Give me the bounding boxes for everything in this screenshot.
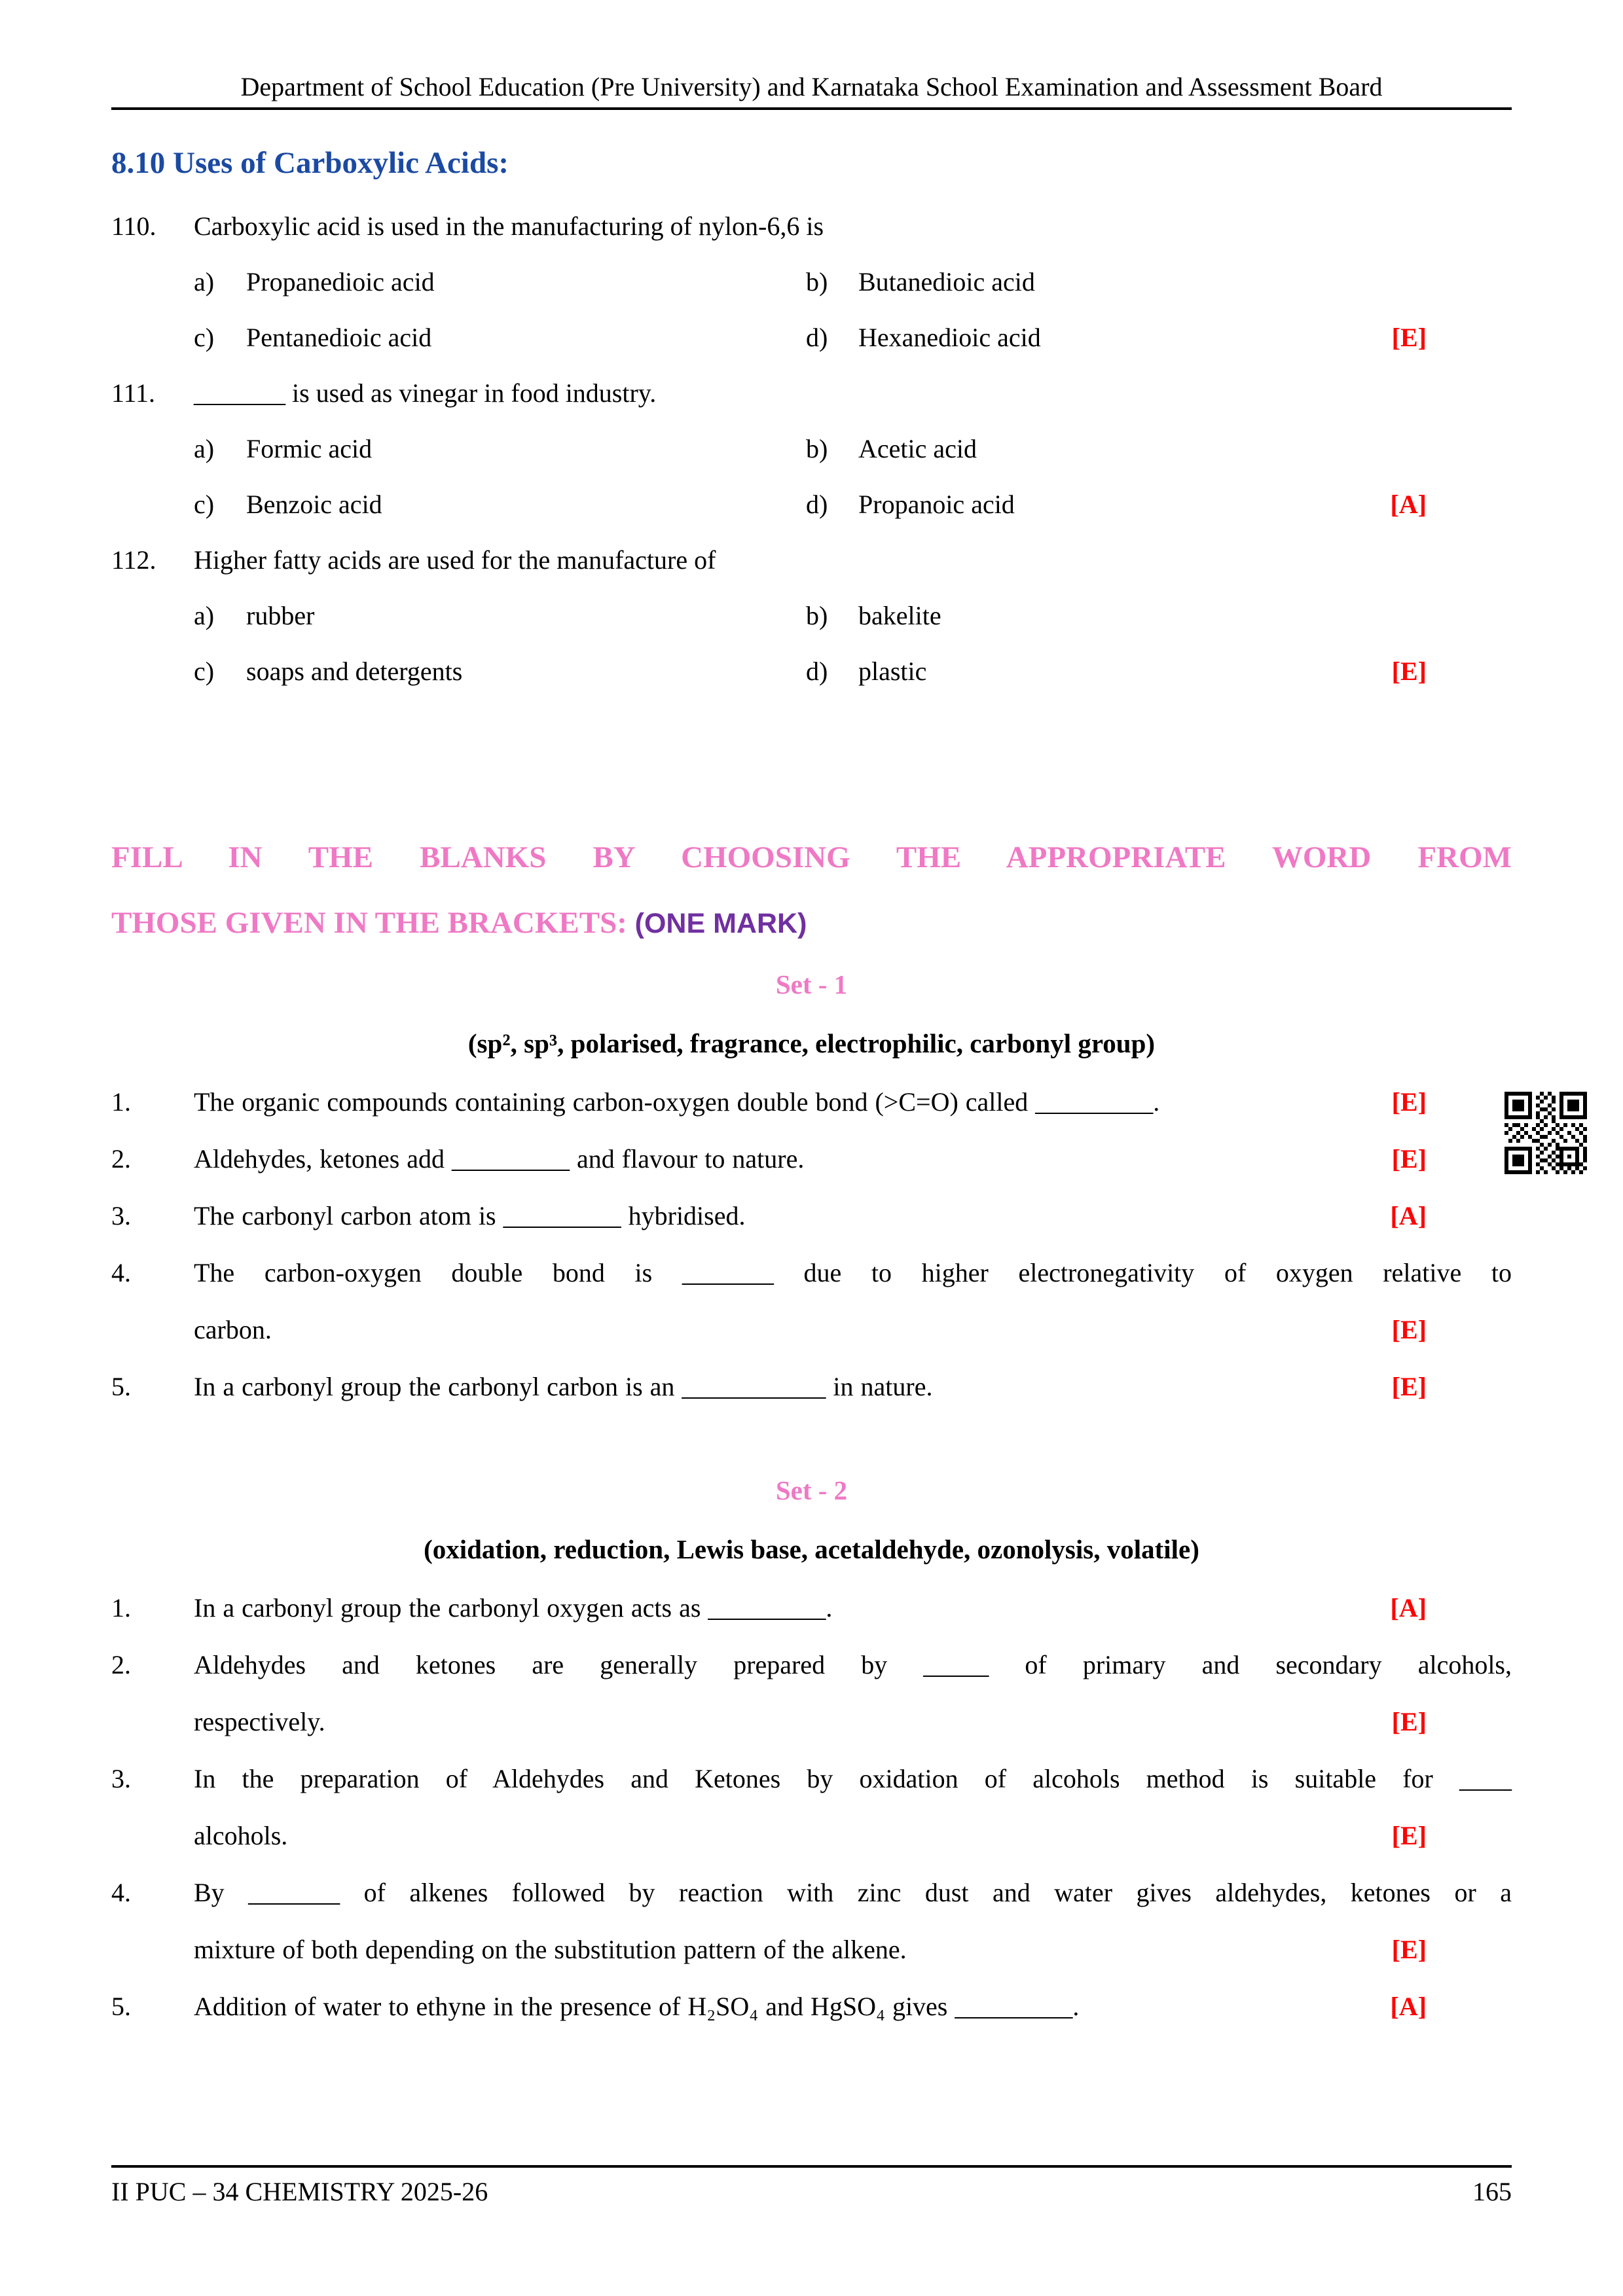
- fill-blank-item: [111, 1750, 1512, 1864]
- option-text: Butanedioic acid: [858, 267, 1035, 296]
- set-1-title: Set - 1: [775, 969, 848, 999]
- question-line: [111, 198, 1512, 254]
- option-row: [111, 421, 1512, 476]
- set-1-question-list: [111, 1073, 1512, 1415]
- option-label: b): [806, 601, 828, 630]
- fill-blank-item: [111, 1579, 1512, 1636]
- item-text-line: Aldehydes and ketones are generally prepared by _____ of primary and secondary alcohols,: [194, 1650, 1512, 1679]
- item-text-line: Addition of water to ethyne in the presence of H₂SO₄ and HgSO₄ gives _________.: [194, 1992, 1080, 2021]
- answer-tag: [A]: [1390, 490, 1427, 519]
- option-label: a): [194, 434, 215, 463]
- option-text: Propanedioic acid: [246, 267, 435, 296]
- fill-blank-item: [111, 1073, 1512, 1130]
- item-text-line: The carbon-oxygen double bond is _______ due to higher electronegativity of oxygen relative to: [194, 1258, 1512, 1287]
- fill-blanks-heading: [111, 825, 1512, 956]
- one-mark-label: (ONE MARK): [634, 908, 807, 939]
- answer-tag: [E]: [1391, 656, 1427, 686]
- answer-tag: [E]: [1391, 1707, 1427, 1736]
- fill-blank-item: [111, 1130, 1512, 1187]
- fill-blank-item: [111, 1864, 1512, 1978]
- item-text-line: The carbonyl carbon atom is _________ hybridised.: [194, 1201, 746, 1230]
- option-label: d): [806, 323, 828, 352]
- item-text-line: alcohols.: [194, 1821, 288, 1850]
- option-b: [806, 588, 1512, 643]
- option-b: [806, 254, 1512, 310]
- option-a: [194, 254, 806, 310]
- option-text: Formic acid: [246, 434, 373, 463]
- item-number: 4.: [111, 1258, 131, 1287]
- set-2-question-list: [111, 1579, 1512, 2035]
- fill-blanks-heading-line2-text: THOSE GIVEN IN THE BRACKETS:: [111, 906, 627, 940]
- option-text: Acetic acid: [858, 434, 977, 463]
- item-number: 3.: [111, 1764, 131, 1793]
- item-number: 5.: [111, 1992, 131, 2021]
- option-label: d): [806, 656, 828, 686]
- option-a: [194, 421, 806, 476]
- answer-tag: [E]: [1391, 1935, 1427, 1964]
- fill-blank-item: [111, 1978, 1512, 2035]
- fill-blank-item: [111, 1244, 1512, 1358]
- option-label: d): [806, 490, 828, 519]
- question-number: 111.: [111, 378, 156, 408]
- page-number: 165: [1472, 2177, 1512, 2206]
- option-label: a): [194, 601, 215, 630]
- option-row: [111, 310, 1512, 365]
- option-label: b): [806, 434, 828, 463]
- answer-tag: [E]: [1391, 1372, 1427, 1401]
- section-title: 8.10 Uses of Carboxylic Acids:: [111, 146, 509, 180]
- item-text-line: In a carbonyl group the carbonyl carbon is an ___________ in nature.: [194, 1372, 933, 1401]
- set-2-title: Set - 2: [775, 1475, 848, 1505]
- question-line: [111, 365, 1512, 421]
- answer-tag: [A]: [1390, 1593, 1427, 1623]
- mcq-section: [111, 198, 1512, 699]
- item-text-line: carbon.: [194, 1315, 272, 1344]
- fill-blanks-heading-line2: [111, 890, 1512, 956]
- question-text: _______ is used as vinegar in food industry.: [194, 378, 657, 408]
- answer-tag: [E]: [1391, 1315, 1427, 1344]
- fill-blanks-heading-line1: FILL IN THE BLANKS BY CHOOSING THE APPROPRIATE WORD FROM: [111, 840, 1512, 874]
- answer-tag: [A]: [1390, 1992, 1427, 2021]
- answer-tag: [E]: [1391, 1144, 1427, 1174]
- question-text: Carboxylic acid is used in the manufacturing of nylon-6,6 is: [194, 211, 824, 241]
- mcq-item-110: [111, 198, 1512, 365]
- question-number: 112.: [111, 545, 156, 575]
- option-text: Benzoic acid: [246, 490, 382, 519]
- option-text: plastic: [858, 656, 927, 686]
- item-text-line: mixture of both depending on the substitution pattern of the alkene.: [194, 1935, 907, 1964]
- item-number: 4.: [111, 1878, 131, 1907]
- item-text-line: By _______ of alkenes followed by reaction with zinc dust and water gives aldehydes, ketones or a: [194, 1878, 1512, 1907]
- option-text: bakelite: [858, 601, 941, 630]
- item-number: 1.: [111, 1593, 131, 1623]
- option-label: c): [194, 490, 215, 519]
- answer-tag: [E]: [1391, 1821, 1427, 1850]
- option-label: a): [194, 267, 215, 296]
- item-number: 5.: [111, 1372, 131, 1401]
- qr-code-image: [1504, 1092, 1587, 1174]
- option-text: Pentanedioic acid: [246, 323, 432, 352]
- fill-blank-item: [111, 1636, 1512, 1750]
- question-line: [111, 532, 1512, 588]
- option-b: [806, 421, 1512, 476]
- option-label: c): [194, 323, 215, 352]
- answer-tag: [E]: [1391, 1087, 1427, 1117]
- item-text-line: In the preparation of Aldehydes and Ketones by oxidation of alcohols method is suitable for ____: [194, 1764, 1512, 1793]
- option-label: c): [194, 656, 215, 686]
- document-footer: [111, 2165, 1512, 2207]
- option-label: b): [806, 267, 828, 296]
- question-number: 110.: [111, 211, 156, 241]
- option-c: [194, 476, 806, 532]
- fill-blank-item: [111, 1187, 1512, 1244]
- item-number: 2.: [111, 1144, 131, 1174]
- set-1-word-bank: (sp², sp³, polarised, fragrance, electrophilic, carbonyl group): [467, 1028, 1156, 1058]
- item-text-line: The organic compounds containing carbon-oxygen double bond (>C=O) called _________.: [194, 1087, 1160, 1117]
- option-text: Hexanedioic acid: [858, 323, 1041, 352]
- page-content: [111, 0, 1512, 2035]
- question-text: Higher fatty acids are used for the manufacture of: [194, 545, 716, 575]
- option-text: soaps and detergents: [246, 656, 463, 686]
- qr-code-icon: [1504, 1092, 1587, 1174]
- option-text: Propanoic acid: [858, 490, 1015, 519]
- option-row: [111, 476, 1512, 532]
- set-2-word-bank: (oxidation, reduction, Lewis base, acetaldehyde, ozonolysis, volatile): [424, 1534, 1199, 1564]
- document-header-title: Department of School Education (Pre University) and Karnataka School Examination and Assessment Board: [240, 72, 1383, 101]
- option-c: [194, 643, 806, 699]
- option-row: [111, 643, 1512, 699]
- fill-blank-item: [111, 1358, 1512, 1415]
- option-a: [194, 588, 806, 643]
- item-text-line: respectively.: [194, 1707, 325, 1736]
- answer-tag: [A]: [1390, 1201, 1427, 1230]
- option-row: [111, 588, 1512, 643]
- item-text-line: Aldehydes, ketones add _________ and flavour to nature.: [194, 1144, 805, 1174]
- item-number: 1.: [111, 1087, 131, 1117]
- item-text-line: In a carbonyl group the carbonyl oxygen acts as _________.: [194, 1593, 833, 1623]
- item-number: 3.: [111, 1201, 131, 1230]
- item-number: 2.: [111, 1650, 131, 1679]
- option-c: [194, 310, 806, 365]
- mcq-item-111: [111, 365, 1512, 532]
- answer-tag: [E]: [1391, 323, 1427, 352]
- option-text: rubber: [246, 601, 315, 630]
- document-header: [111, 72, 1512, 110]
- option-row: [111, 254, 1512, 310]
- mcq-item-112: [111, 532, 1512, 699]
- footer-text: II PUC – 34 CHEMISTRY 2025-26: [111, 2177, 488, 2206]
